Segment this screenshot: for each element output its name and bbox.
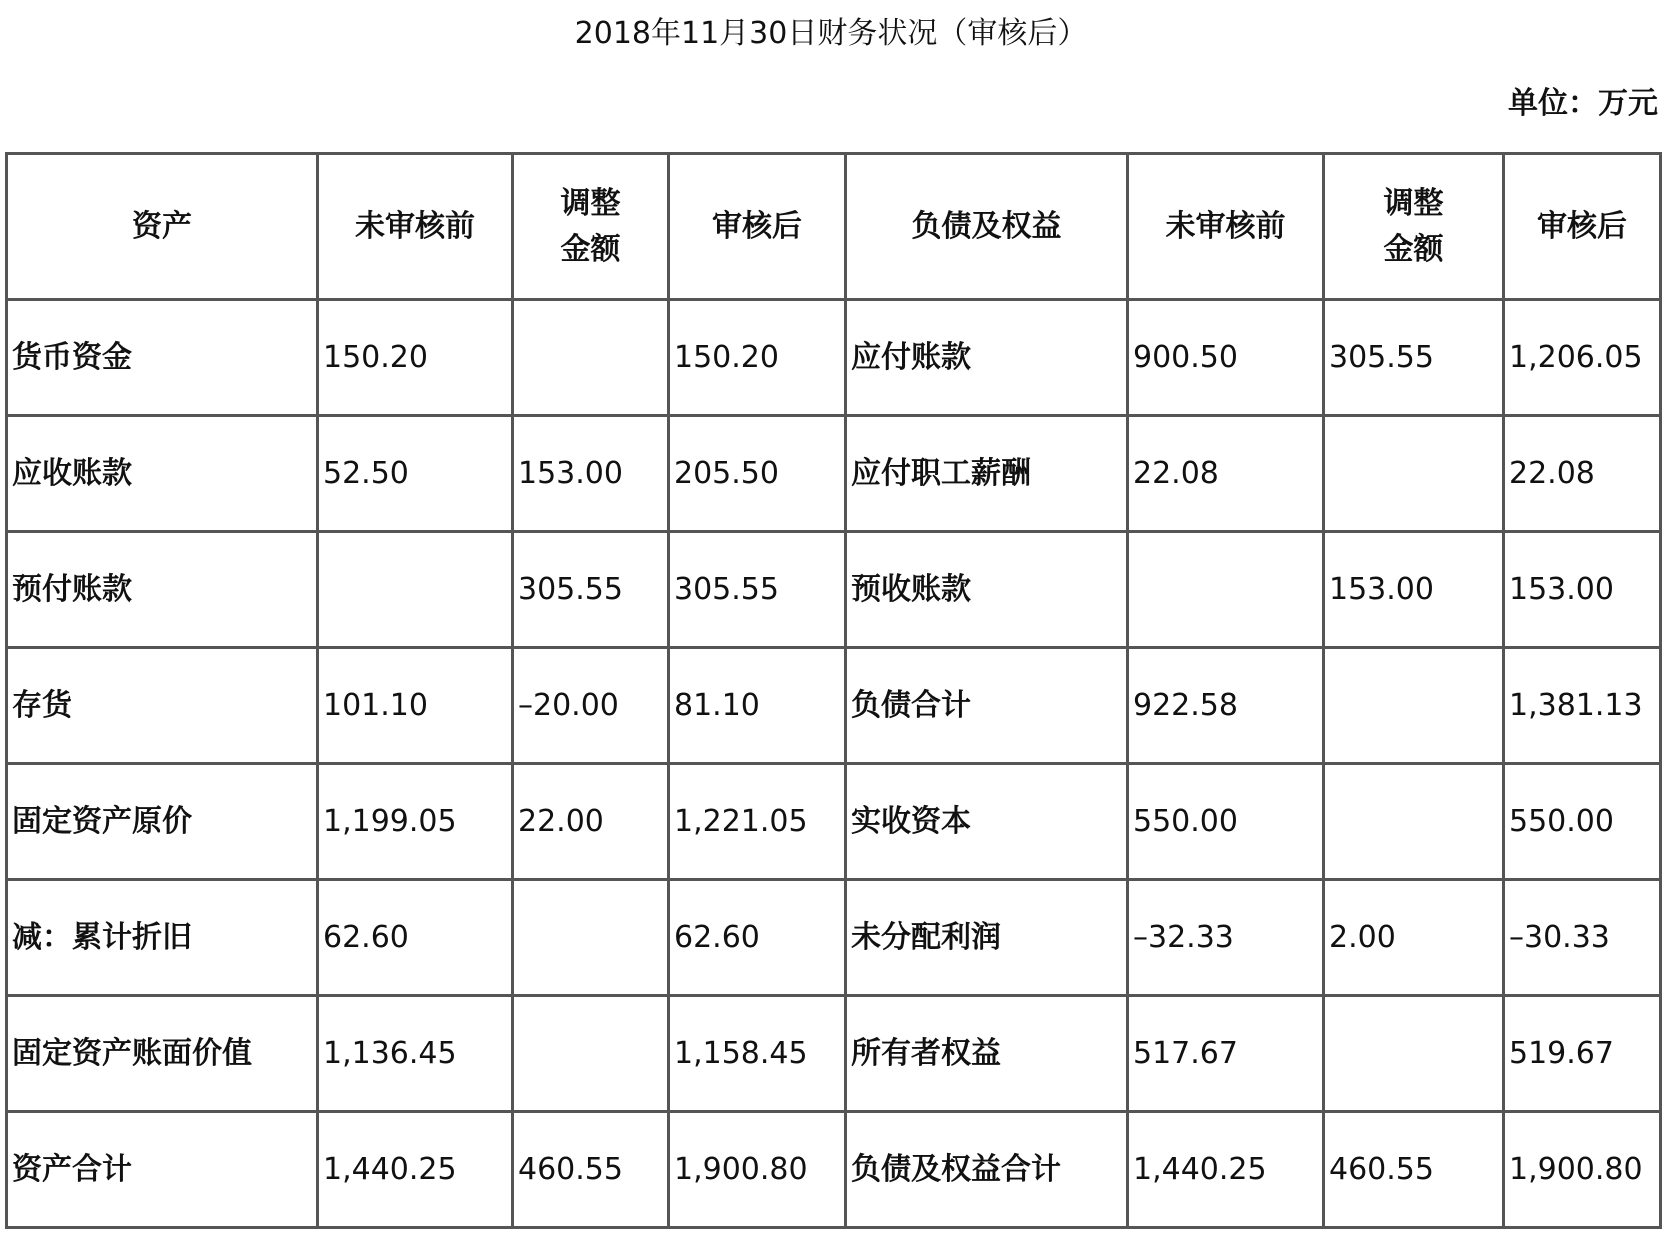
liability-after: 550.00: [1504, 764, 1661, 880]
liability-adjust: [1324, 996, 1504, 1112]
asset-adjust: [513, 300, 669, 416]
header-after: 审核后: [669, 154, 846, 300]
table-row: [7, 880, 1661, 996]
asset-name: 存货: [7, 648, 318, 764]
asset-adjust: 460.55: [513, 1112, 669, 1228]
header-assets: 资产: [7, 154, 318, 300]
liability-name: 所有者权益: [846, 996, 1128, 1112]
asset-before: 150.20: [318, 300, 513, 416]
asset-before: 101.10: [318, 648, 513, 764]
liability-after: 22.08: [1504, 416, 1661, 532]
asset-adjust: [513, 880, 669, 996]
asset-before: [318, 532, 513, 648]
asset-before: 52.50: [318, 416, 513, 532]
liability-after: 153.00: [1504, 532, 1661, 648]
asset-after: 62.60: [669, 880, 846, 996]
liability-after: 519.67: [1504, 996, 1661, 1112]
asset-name: 货币资金: [7, 300, 318, 416]
header-row: [7, 154, 1661, 300]
asset-after: 305.55: [669, 532, 846, 648]
liability-name: 负债合计: [846, 648, 1128, 764]
asset-after: 81.10: [669, 648, 846, 764]
liability-before: 900.50: [1128, 300, 1324, 416]
liability-name: 应付账款: [846, 300, 1128, 416]
liability-after: 1,900.80: [1504, 1112, 1661, 1228]
asset-before: 1,136.45: [318, 996, 513, 1112]
asset-after: 1,221.05: [669, 764, 846, 880]
liability-name: 未分配利润: [846, 880, 1128, 996]
header-before-2: 未审核前: [1128, 154, 1324, 300]
header-adjust-2-label: 调整金额: [1383, 185, 1444, 267]
asset-after: 1,158.45: [669, 996, 846, 1112]
table-row: [7, 416, 1661, 532]
liability-name: 实收资本: [846, 764, 1128, 880]
liability-name: 负债及权益合计: [846, 1112, 1128, 1228]
liability-before: 550.00: [1128, 764, 1324, 880]
liability-adjust: 460.55: [1324, 1112, 1504, 1228]
asset-adjust: [513, 996, 669, 1112]
asset-name: 减：累计折旧: [7, 880, 318, 996]
liability-name: 应付职工薪酬: [846, 416, 1128, 532]
asset-before: 1,199.05: [318, 764, 513, 880]
asset-name: 固定资产账面价值: [7, 996, 318, 1112]
asset-name: 资产合计: [7, 1112, 318, 1228]
asset-name: 预付账款: [7, 532, 318, 648]
liability-name: 预收账款: [846, 532, 1128, 648]
header-after-2: 审核后: [1504, 154, 1661, 300]
unit-label: 单位：万元: [1508, 86, 1658, 121]
liability-before: 22.08: [1128, 416, 1324, 532]
liability-before: 517.67: [1128, 996, 1324, 1112]
asset-after: 150.20: [669, 300, 846, 416]
header-adjust-label: 调整金额: [560, 185, 621, 267]
liability-before: [1128, 532, 1324, 648]
liability-adjust: 305.55: [1324, 300, 1504, 416]
liability-after: –30.33: [1504, 880, 1661, 996]
liability-adjust: 153.00: [1324, 532, 1504, 648]
table-row: [7, 1112, 1661, 1228]
asset-adjust: –20.00: [513, 648, 669, 764]
asset-after: 205.50: [669, 416, 846, 532]
asset-name: 应收账款: [7, 416, 318, 532]
liability-after: 1,381.13: [1504, 648, 1661, 764]
header-adjust-2: [1324, 154, 1504, 300]
liability-before: 922.58: [1128, 648, 1324, 764]
liability-adjust: 2.00: [1324, 880, 1504, 996]
liability-adjust: [1324, 648, 1504, 764]
liability-adjust: [1324, 764, 1504, 880]
table-row: [7, 764, 1661, 880]
liability-after: 1,206.05: [1504, 300, 1661, 416]
financial-table: [5, 152, 1662, 1229]
table-row: [7, 648, 1661, 764]
asset-before: 1,440.25: [318, 1112, 513, 1228]
asset-adjust: 22.00: [513, 764, 669, 880]
liability-before: 1,440.25: [1128, 1112, 1324, 1228]
asset-adjust: 153.00: [513, 416, 669, 532]
table-row: [7, 996, 1661, 1112]
header-before: 未审核前: [318, 154, 513, 300]
asset-after: 1,900.80: [669, 1112, 846, 1228]
asset-before: 62.60: [318, 880, 513, 996]
liability-before: –32.33: [1128, 880, 1324, 996]
header-adjust: [513, 154, 669, 300]
liability-adjust: [1324, 416, 1504, 532]
asset-name: 固定资产原价: [7, 764, 318, 880]
page-title: 2018年11月30日财务状况（审核后）: [574, 16, 1088, 51]
table-row: [7, 532, 1661, 648]
table-row: [7, 300, 1661, 416]
header-liabilities: 负债及权益: [846, 154, 1128, 300]
asset-adjust: 305.55: [513, 532, 669, 648]
